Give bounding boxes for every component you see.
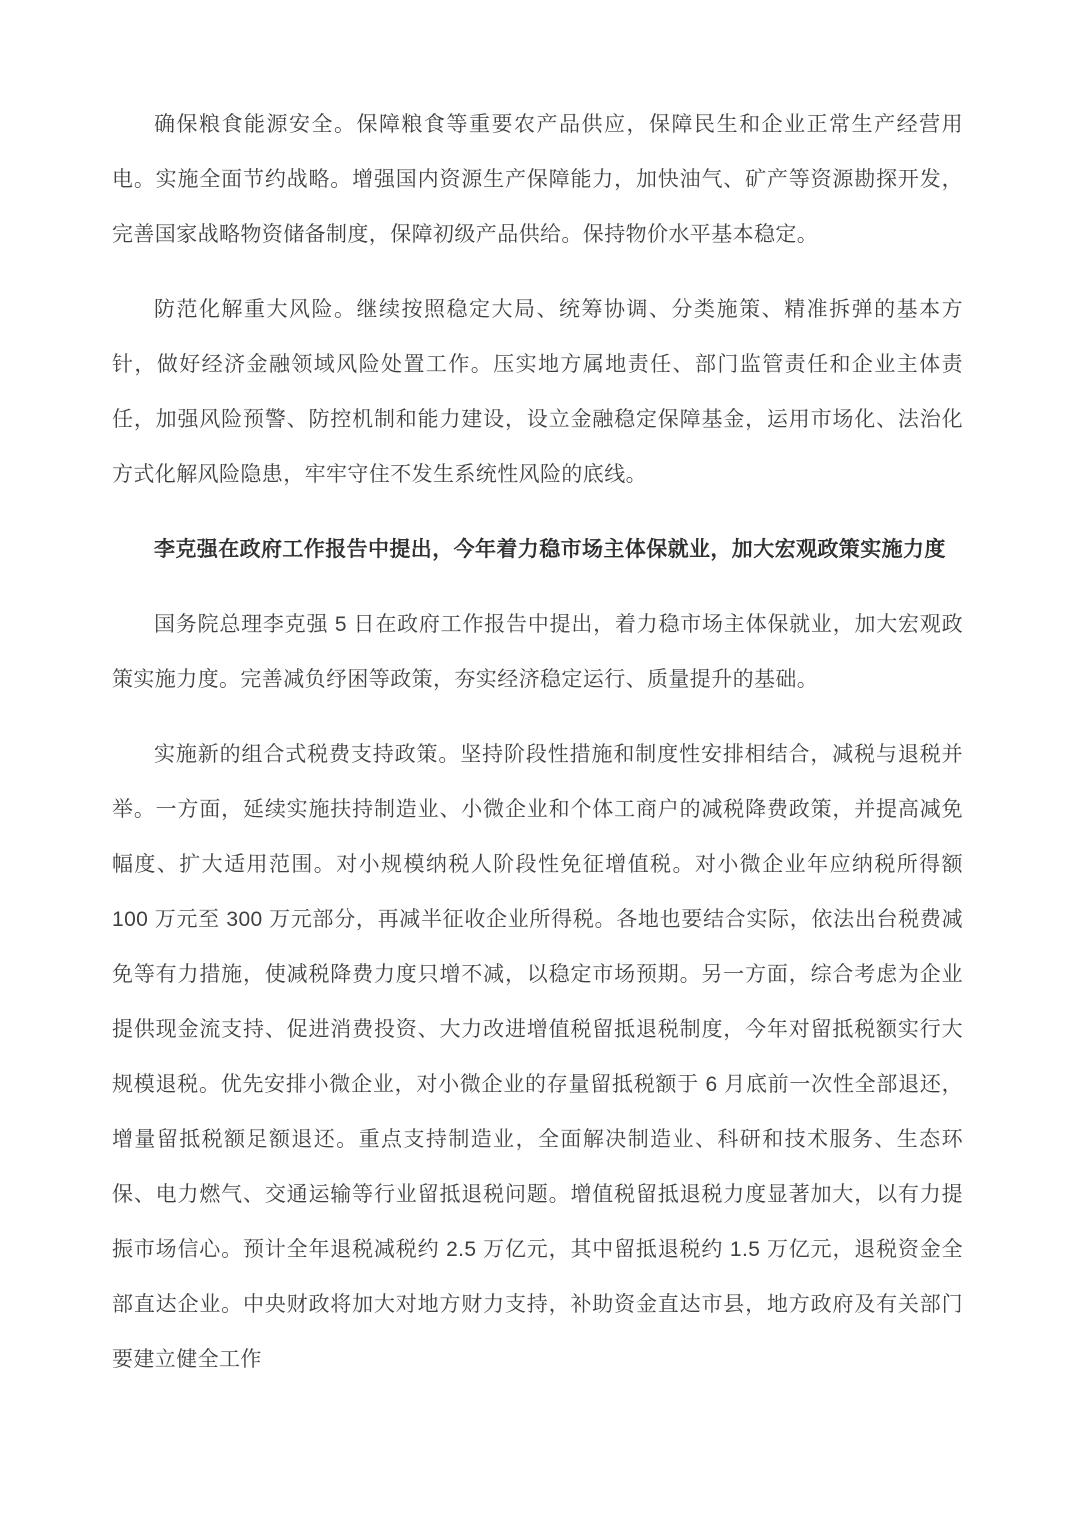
- paragraph-risk-prevention: 防范化解重大风险。继续按照稳定大局、统筹协调、分类施策、精准拆弹的基本方针，做好经济金融领域风险处置工作。压实地方属地责任、部门监管责任和企业主体责任，加强风险预警、防控机制和能力建设，设立金融稳定保障基金，运用市场化、法治化方式化解风险隐患，牢牢守住不发生系统性风险的底线。: [112, 298, 963, 486]
- heading-premier-work-report: 李克强在政府工作报告中提出，今年着力稳市场主体保就业，加大宏观政策实施力度: [154, 538, 946, 561]
- paragraph-tax-refund-policy: 实施新的组合式税费支持政策。坚持阶段性措施和制度性安排相结合，减税与退税并举。一方面，延续实施扶持制造业、小微企业和个体工商户的减税降费政策，并提高减免幅度、扩大适用范围。对小规模纳税人阶段性免征增值税。对小微企业年应纳税所得额 100 万元至 300 万元部分，再减半征收企业所得税。各地也要结合实际，依法出台税费减免等有力措施，使减税降费力度只增不减，以稳定市场预期。另一方面，综合考虑为企业提供现金流支持、促进消费投资、大力改进增值税留抵退税制度，今年对留抵税额实行大规模退税。优先安排小微企业，对小微企业的存量留抵税额于 6 月底前一次性全部退还，增量留抵税额足额退还。重点支持制造业，全面解决制造业、科研和技术服务、生态环保、电力燃气、交通运输等行业留抵退税问题。增值税留抵退税力度显著加大，以有力提振市场信心。预计全年退税减税约 2.5 万亿元，其中留抵退税约 1.5 万亿元，退税资金全部直达企业。中央财政将加大对地方财力支持，补助资金直达市县，地方政府及有关部门要建立健全工作: [112, 743, 963, 1371]
- paragraph-food-energy-security: 确保粮食能源安全。保障粮食等重要农产品供应，保障民生和企业正常生产经营用电。实施全面节约战略。增强国内资源生产保障能力，加快油气、矿产等资源勘探开发，完善国家战略物资储备制度，保障初级产品供给。保持物价水平基本稳定。: [112, 113, 963, 246]
- paragraph-premier-statement: 国务院总理李克强 5 日在政府工作报告中提出，着力稳市场主体保就业，加大宏观政策实施力度。完善减负纾困等政策，夯实经济稳定运行、质量提升的基础。: [112, 613, 963, 691]
